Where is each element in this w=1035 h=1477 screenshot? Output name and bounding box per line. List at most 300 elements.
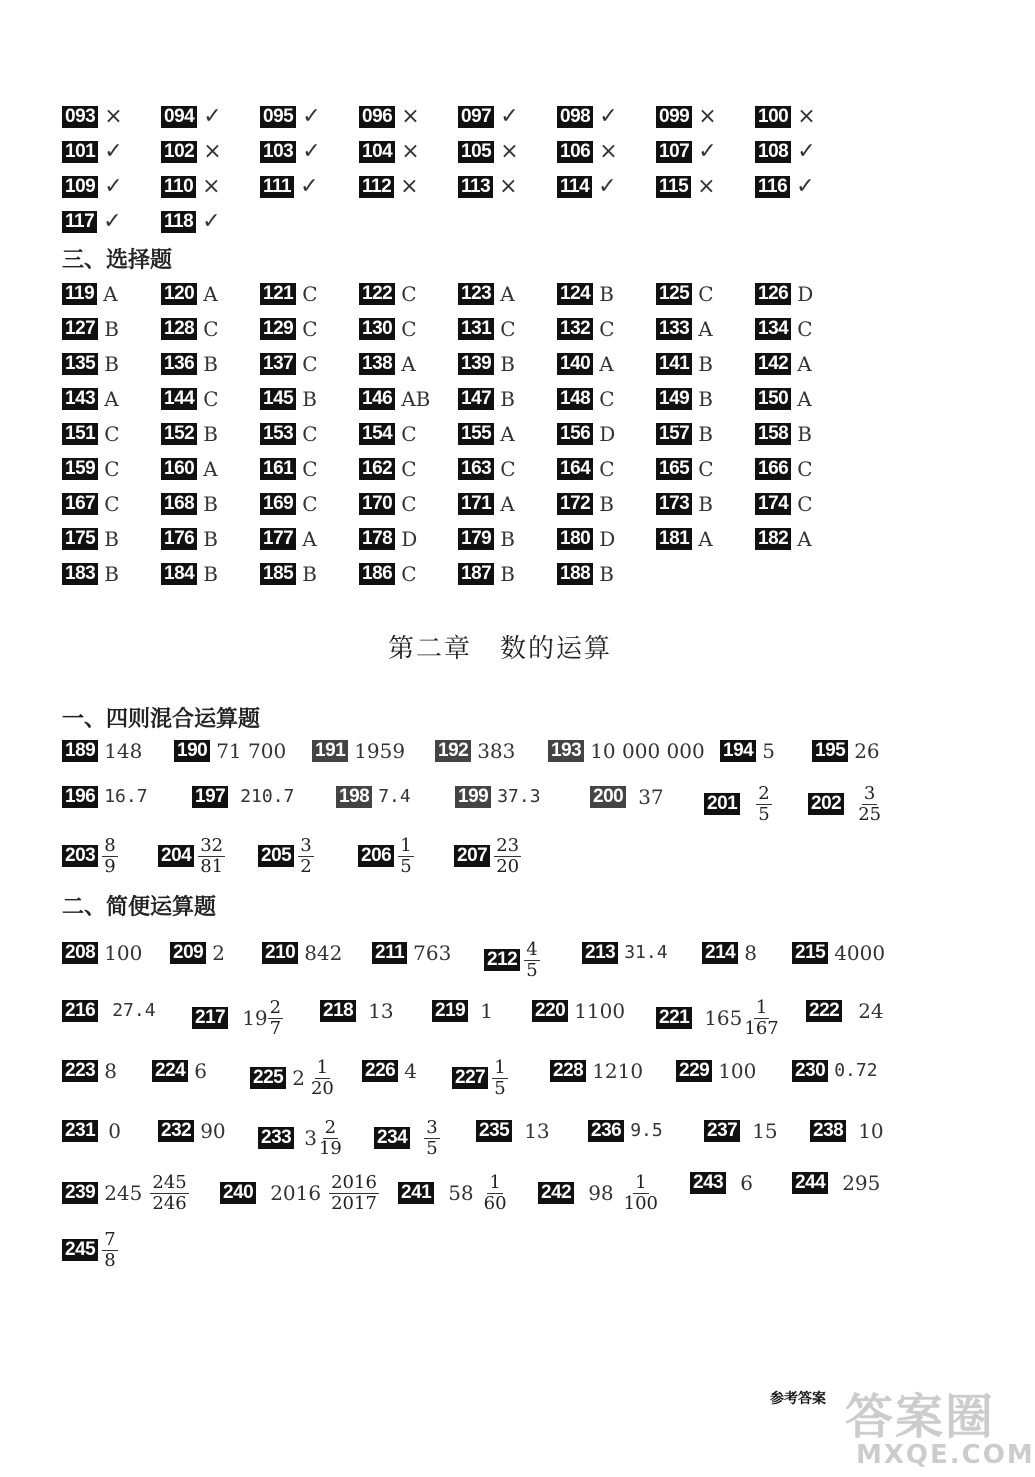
answer-item [656, 419, 713, 449]
answer-row [62, 524, 962, 554]
answer-item [161, 172, 221, 202]
answer-item [161, 489, 218, 519]
question-number: 161 [260, 458, 296, 480]
answer-item [260, 137, 321, 167]
denominator: 60 [483, 1192, 507, 1214]
answer-row [62, 314, 962, 344]
question-number: 140 [557, 353, 593, 375]
answer-value: A [203, 457, 218, 481]
answer-value: A [797, 387, 812, 411]
fraction [524, 940, 539, 981]
answer-item [312, 736, 405, 766]
mixed-row-1 [62, 736, 962, 766]
answer-item [557, 419, 615, 449]
numerator: 2 [758, 782, 770, 804]
answer-value: A [203, 282, 218, 306]
answer-value: B [203, 492, 218, 516]
answer-item [755, 489, 813, 519]
answer-item [152, 1056, 207, 1086]
question-number: 164 [557, 458, 593, 480]
question-number: 242 [538, 1182, 574, 1204]
answer-item [557, 489, 614, 519]
judgment-mark: ✓ [302, 139, 321, 164]
question-number: 183 [62, 563, 98, 585]
fraction [268, 998, 283, 1039]
fraction [742, 998, 780, 1039]
fraction [102, 1230, 117, 1271]
answer-item [557, 137, 618, 167]
question-number: 094 [161, 106, 197, 128]
question-number: 216 [62, 1000, 98, 1022]
whole-part: 98 [588, 1181, 614, 1205]
answer-value: A [401, 352, 416, 376]
answer-item [62, 524, 119, 554]
simple-section-heading: 二、简便运算题 [62, 895, 217, 920]
denominator: 5 [526, 959, 538, 981]
answer-value: C [104, 422, 120, 446]
answer-value: AB [401, 387, 431, 411]
denominator: 100 [623, 1192, 659, 1214]
answer-item [557, 559, 614, 589]
denominator: 5 [758, 803, 770, 825]
question-number: 224 [152, 1060, 188, 1082]
answer-item [455, 782, 541, 812]
answer-value: C [401, 562, 417, 586]
whole-part: 58 [448, 1181, 474, 1205]
answer-item [484, 938, 540, 982]
judgment-mark: × [499, 174, 518, 199]
answer-value: 210.7 [240, 786, 295, 807]
answer-item [161, 207, 221, 237]
answer-item [755, 384, 812, 414]
answer-item [792, 1168, 880, 1198]
answer-item [755, 419, 812, 449]
question-number: 115 [656, 176, 691, 198]
question-number: 162 [359, 458, 395, 480]
question-number: 132 [557, 318, 593, 340]
question-number: 227 [452, 1067, 488, 1089]
answer-item [158, 1116, 226, 1146]
answer-item [557, 384, 615, 414]
denominator: 20 [496, 855, 520, 877]
denominator: 20 [310, 1077, 334, 1099]
answer-item [755, 314, 813, 344]
answer-item [458, 419, 515, 449]
answer-item [755, 524, 812, 554]
answer-item [158, 834, 225, 878]
answer-item [62, 996, 156, 1026]
question-number: 206 [358, 845, 394, 867]
judgment-mark: ✓ [202, 209, 221, 234]
answer-row [62, 419, 962, 449]
answer-value: C [401, 492, 417, 516]
numerator: 2 [269, 996, 282, 1018]
answer-item [656, 279, 714, 309]
judgment-mark: × [697, 174, 716, 199]
judgment-mark: × [401, 104, 420, 129]
question-number: 134 [755, 318, 791, 340]
numerator: 1 [400, 834, 412, 856]
answer-item [62, 1228, 118, 1272]
numerator: 3 [426, 1116, 438, 1138]
denominator: 25 [858, 803, 882, 825]
answer-value: A [500, 282, 515, 306]
judgment-mark: × [203, 139, 222, 164]
judgment-mark: ✓ [796, 174, 815, 199]
question-number: 096 [359, 106, 395, 128]
question-number: 192 [435, 740, 471, 762]
fraction [102, 836, 117, 877]
answer-item [62, 834, 118, 878]
answer-item [161, 419, 218, 449]
choice-section-heading: 三、选择题 [62, 248, 173, 273]
answer-value: B [500, 387, 515, 411]
answer-value: A [500, 422, 515, 446]
answer-value: B [104, 317, 119, 341]
answer-value: 16.7 [104, 786, 148, 807]
question-number: 220 [532, 1000, 568, 1022]
answer-item [260, 524, 317, 554]
question-number: 127 [62, 318, 98, 340]
question-number: 231 [62, 1120, 98, 1142]
question-number: 133 [656, 318, 692, 340]
fraction [756, 784, 771, 825]
question-number: 166 [755, 458, 791, 480]
question-number: 182 [755, 528, 791, 550]
answer-value: D [599, 527, 616, 551]
answer-value: A [698, 317, 713, 341]
question-number: 110 [161, 176, 196, 198]
question-number: 178 [359, 528, 395, 550]
fraction [398, 836, 413, 877]
answer-item [362, 1056, 417, 1086]
question-number: 146 [359, 388, 395, 410]
answer-item [192, 782, 294, 812]
answer-item [435, 736, 515, 766]
question-number: 177 [260, 528, 296, 550]
question-number: 131 [458, 318, 494, 340]
answer-item [358, 834, 414, 878]
answer-value: B [698, 422, 713, 446]
question-number: 171 [458, 493, 494, 515]
question-number: 193 [548, 740, 584, 762]
answer-item [62, 207, 122, 237]
answer-row [62, 102, 962, 132]
numerator: 8 [104, 834, 116, 856]
judgment-mark: ✓ [103, 209, 122, 234]
answer-item [258, 1116, 344, 1160]
question-number: 093 [62, 106, 98, 128]
answer-value: 6 [740, 1171, 753, 1195]
numerator: 1 [489, 1171, 501, 1193]
answer-item [262, 938, 342, 968]
answer-item [458, 524, 515, 554]
judgment-mark: ✓ [300, 174, 319, 199]
answer-value: A [698, 527, 713, 551]
answer-item [557, 524, 615, 554]
answer-value: 842 [304, 941, 343, 965]
answer-item [755, 349, 812, 379]
answer-value: C [401, 317, 417, 341]
answer-item [161, 314, 219, 344]
answer-item [62, 559, 119, 589]
question-number: 103 [260, 141, 296, 163]
question-number: 210 [262, 942, 298, 964]
answer-value: 31.4 [624, 942, 668, 963]
answer-value: C [797, 492, 813, 516]
denominator: 246 [152, 1192, 187, 1214]
question-number: 095 [260, 106, 296, 128]
question-number: 151 [62, 423, 98, 445]
answer-item [690, 1168, 753, 1198]
chapter-title: 第二章 数的运算 [387, 634, 612, 664]
question-number: 160 [161, 458, 197, 480]
answer-value: C [302, 492, 318, 516]
answer-item [550, 1056, 643, 1086]
question-number: 198 [336, 786, 372, 808]
answer-item [656, 349, 713, 379]
question-number: 197 [192, 786, 228, 808]
answer-item [161, 559, 218, 589]
fraction [298, 836, 313, 877]
judgment-mark: ✓ [500, 104, 519, 129]
answer-item [161, 454, 218, 484]
fraction [492, 1058, 507, 1099]
question-number: 167 [62, 493, 98, 515]
answer-item [398, 1168, 509, 1218]
answer-value: 7.4 [378, 786, 411, 807]
question-number: 168 [161, 493, 197, 515]
answer-value: 37.3 [497, 786, 541, 807]
numerator: 1 [755, 996, 768, 1018]
answer-item [656, 996, 781, 1040]
answer-value: 1 [480, 999, 493, 1023]
answer-item [192, 996, 283, 1040]
numerator: 3 [300, 834, 312, 856]
fraction [494, 836, 521, 877]
answer-item [62, 938, 142, 968]
answer-row [62, 137, 962, 167]
question-number: 100 [755, 106, 791, 128]
answer-value: 90 [200, 1119, 226, 1143]
answer-value: C [500, 317, 516, 341]
question-number: 234 [374, 1127, 410, 1149]
answer-value: C [203, 317, 219, 341]
question-number: 137 [260, 353, 296, 375]
answer-value: C [203, 387, 219, 411]
answer-item [170, 938, 225, 968]
question-number: 207 [454, 845, 490, 867]
answer-value: C [500, 457, 516, 481]
question-number: 196 [62, 786, 98, 808]
answer-value: 8 [744, 941, 757, 965]
answer-item [161, 137, 222, 167]
answer-item [62, 782, 148, 812]
question-number: 235 [476, 1120, 512, 1142]
fraction [198, 836, 225, 877]
answer-item [656, 314, 713, 344]
answer-value: 383 [477, 739, 516, 763]
answer-value: B [599, 282, 614, 306]
answer-value: 148 [104, 739, 143, 763]
question-number: 125 [656, 283, 692, 305]
answer-item [62, 1116, 121, 1146]
question-number: 112 [359, 176, 394, 198]
question-number: 165 [656, 458, 692, 480]
answer-value: A [797, 527, 812, 551]
question-number: 128 [161, 318, 197, 340]
numerator: 245 [152, 1171, 187, 1193]
answer-item [656, 102, 717, 132]
question-number: 175 [62, 528, 98, 550]
judgment-mark: × [500, 139, 519, 164]
answer-item [452, 1056, 508, 1100]
question-number: 176 [161, 528, 197, 550]
question-number: 194 [720, 740, 756, 762]
question-number: 121 [260, 283, 296, 305]
answer-value: 0 [108, 1119, 121, 1143]
question-number: 213 [582, 942, 618, 964]
answer-item [458, 559, 515, 589]
judgment-mark: × [401, 139, 420, 164]
numerator: 1 [635, 1171, 647, 1193]
answer-value: B [500, 562, 515, 586]
answer-item [676, 1056, 756, 1086]
answer-value: C [302, 352, 318, 376]
answer-item [62, 1056, 117, 1086]
answer-item [808, 782, 883, 826]
answer-item [704, 782, 772, 826]
answer-item [590, 782, 664, 812]
answer-value: 1959 [354, 739, 406, 763]
judgment-mark: × [104, 104, 123, 129]
question-number: 123 [458, 283, 494, 305]
answer-value: B [302, 562, 317, 586]
simple-row-1 [62, 938, 962, 982]
answer-value: C [104, 492, 120, 516]
question-number: 150 [755, 388, 791, 410]
footer-label: 参考答案 [770, 1391, 826, 1407]
answer-item [62, 419, 120, 449]
answer-item [374, 1116, 440, 1160]
answer-item [220, 1168, 379, 1218]
question-number: 191 [312, 740, 348, 762]
question-number: 237 [704, 1120, 740, 1142]
question-number: 101 [62, 141, 98, 163]
answer-value: B [797, 422, 812, 446]
answer-value: 15 [752, 1119, 778, 1143]
answer-value: D [599, 422, 616, 446]
fraction [622, 1173, 660, 1214]
denominator: 167 [744, 1017, 779, 1039]
question-number: 158 [755, 423, 791, 445]
fraction [317, 1118, 344, 1159]
fraction [856, 784, 883, 825]
question-number: 202 [808, 793, 844, 815]
answer-item [260, 279, 318, 309]
question-number: 143 [62, 388, 98, 410]
answer-value: B [203, 527, 218, 551]
question-number: 106 [557, 141, 593, 163]
answer-item [359, 137, 420, 167]
judgment-mark: ✓ [599, 104, 618, 129]
question-number: 153 [260, 423, 296, 445]
denominator: 2017 [331, 1192, 377, 1214]
question-number: 108 [755, 141, 791, 163]
answer-item [260, 559, 317, 589]
answer-item [755, 172, 815, 202]
denominator: 2 [300, 855, 312, 877]
denominator: 19 [318, 1137, 342, 1159]
answer-item [62, 137, 123, 167]
answer-item [260, 349, 318, 379]
answer-value: C [302, 422, 318, 446]
answer-item [62, 454, 120, 484]
answer-item [755, 279, 813, 309]
answer-item [359, 384, 430, 414]
answer-value: A [797, 352, 812, 376]
question-number: 170 [359, 493, 395, 515]
judgment-mark: ✓ [104, 139, 123, 164]
answer-value: B [203, 422, 218, 446]
question-number: 122 [359, 283, 395, 305]
simple-row-4 [62, 1116, 962, 1160]
question-number: 238 [810, 1120, 846, 1142]
question-number: 111 [260, 176, 294, 198]
answer-item [359, 279, 417, 309]
numerator: 3 [863, 782, 876, 804]
question-number: 109 [62, 176, 98, 198]
answer-item [704, 1116, 778, 1146]
answer-value: 763 [413, 941, 452, 965]
answer-item [532, 996, 625, 1026]
answer-value: B [104, 352, 119, 376]
question-number: 130 [359, 318, 395, 340]
answer-item [454, 834, 521, 878]
answer-value: 13 [368, 999, 394, 1023]
question-number: 102 [161, 141, 197, 163]
question-number: 205 [258, 845, 294, 867]
answer-value: C [401, 457, 417, 481]
question-number: 230 [792, 1060, 828, 1082]
answer-item [557, 314, 615, 344]
answer-value: B [302, 387, 317, 411]
answer-value: B [500, 527, 515, 551]
answer-value: 5 [762, 739, 775, 763]
answer-value: C [797, 457, 813, 481]
answer-value: 71 700 [216, 739, 287, 763]
question-number: 118 [161, 211, 196, 233]
judgment-mark: ✓ [598, 174, 617, 199]
answer-item [62, 279, 118, 309]
question-number: 214 [702, 942, 738, 964]
numerator: 4 [526, 938, 538, 960]
answer-item [458, 384, 515, 414]
answer-item [260, 172, 319, 202]
answer-item [161, 102, 222, 132]
answer-value: 100 [104, 941, 143, 965]
answer-value: A [500, 492, 515, 516]
judgment-mark: × [400, 174, 419, 199]
answer-value: 26 [854, 739, 880, 763]
numerator: 1 [316, 1056, 329, 1078]
answer-item [557, 279, 614, 309]
denominator: 5 [400, 855, 412, 877]
answer-row [62, 384, 962, 414]
question-number: 203 [62, 845, 98, 867]
answer-value: 6 [194, 1059, 207, 1083]
judgment-mark: ✓ [104, 174, 123, 199]
